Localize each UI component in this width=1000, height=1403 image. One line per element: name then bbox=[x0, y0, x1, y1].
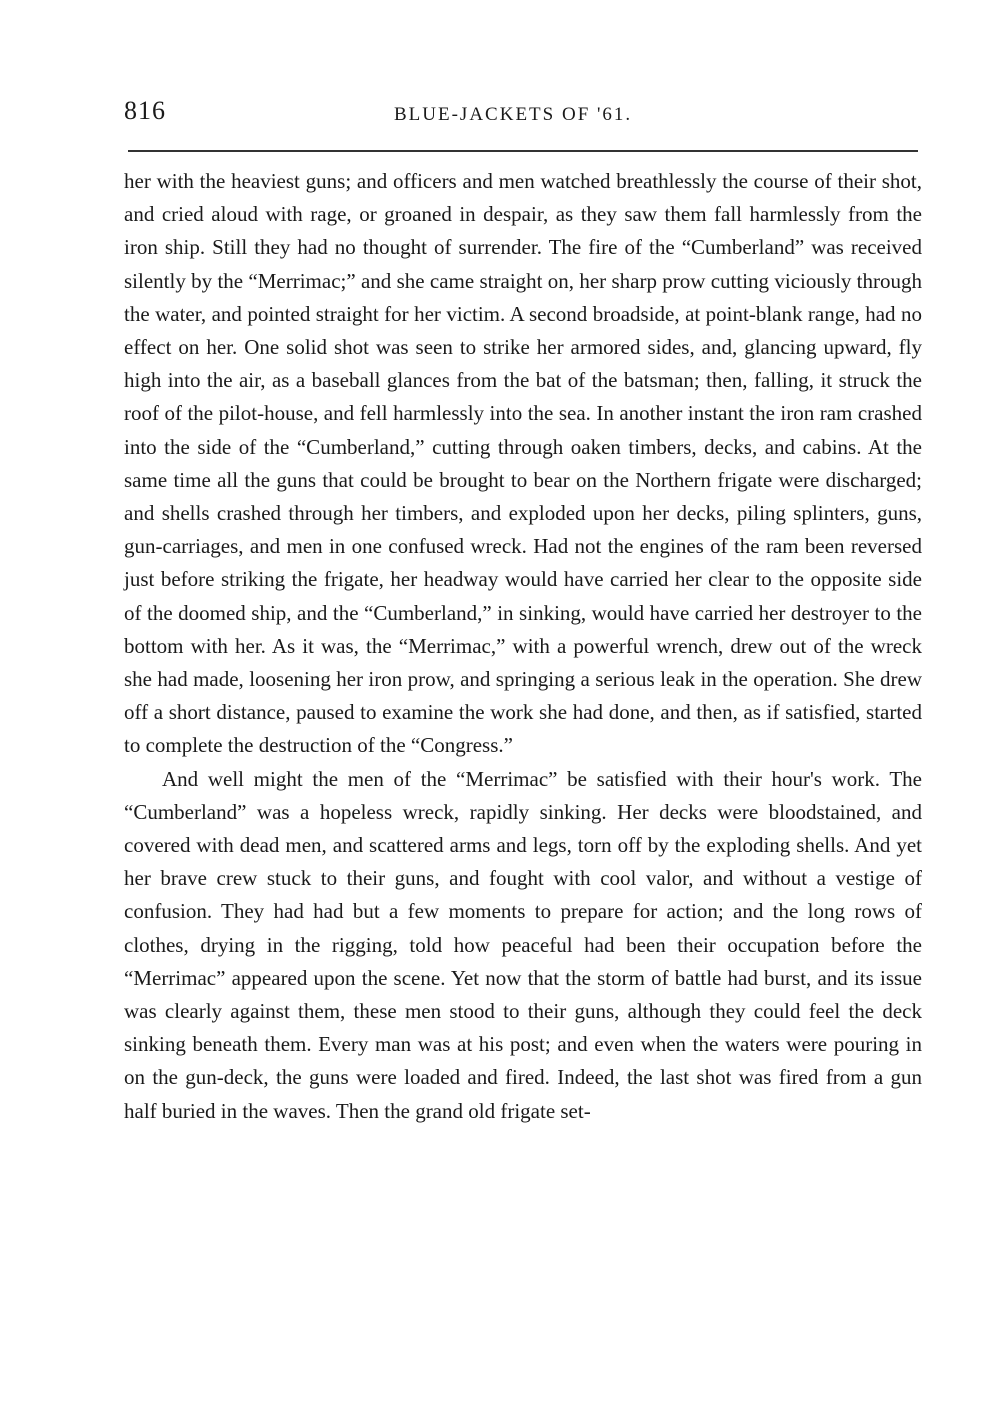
page-number: 816 bbox=[124, 96, 166, 125]
paragraph-continued: her with the heaviest guns; and officers and men watched breathlessly the course of their shot, and cried aloud with rage, or groaned in despair, as they saw them fall harmlessly from the iron ship. Still they had no thought of surrender. The fire of the “Cumberland” was received silently by the “Merrimac;” and she came straight on, her sharp prow cutting viciously through the water, and pointed straight for her victim. A second broadside, at point-blank range, had no effect on her. One solid shot was seen to strike her armored sides, and, glancing upward, fly high into the air, as a baseball glances from the bat of the batsman; then, falling, it struck the roof of the pilot-house, and fell harmlessly into the sea. In another instant the iron ram crashed into the side of the “Cumberland,” cutting through oaken timbers, decks, and cabins. At the same time all the guns that could be brought to bear on the Northern frigate were discharged; and shells crashed through her timbers, and exploded upon her decks, piling splinters, guns, gun-carriages, and men in one confused wreck. Had not the engines of the ram been reversed just before striking the frigate, her headway would have carried her clear to the opposite side of the doomed ship, and the “Cumberland,” in sinking, would have carried her destroyer to the bottom with her. As it was, the “Merrimac,” with a powerful wrench, drew out of the wreck she had made, loosening her iron prow, and springing a serious leak in the operation. She drew off a short distance, paused to examine the work she had done, and then, as if satisfied, started to complete the destruction of the “Congress.” bbox=[124, 169, 922, 758]
page-header bbox=[124, 96, 924, 136]
running-head: BLUE-JACKETS OF '61. bbox=[394, 104, 633, 125]
paragraph: And well might the men of the “Merrimac” be satisfied with their hour's work. The “Cumberland” was a hopeless wreck, rapidly sinking. Her decks were bloodstained, and covered with dead men, and scattered arms and legs, torn off by the exploding shells. And yet her brave crew stuck to their guns, and fought with cool valor, and without a vestige of confusion. They had had but a few moments to prepare for action; and the long rows of clothes, drying in the rigging, told how peaceful had been their occupation before the “Merrimac” appeared upon the scene. Yet now that the storm of battle had burst, and its issue was clearly against them, these men stood to their guns, although they could feel the deck sinking beneath them. Every man was at his post; and even when the waters were pouring in on the gun-deck, the guns were loaded and fired. Indeed, the last shot was fired from a gun half buried in the waves. Then the grand old frigate set- bbox=[124, 766, 922, 1123]
body-text bbox=[124, 165, 922, 1128]
header-rule bbox=[128, 150, 918, 152]
